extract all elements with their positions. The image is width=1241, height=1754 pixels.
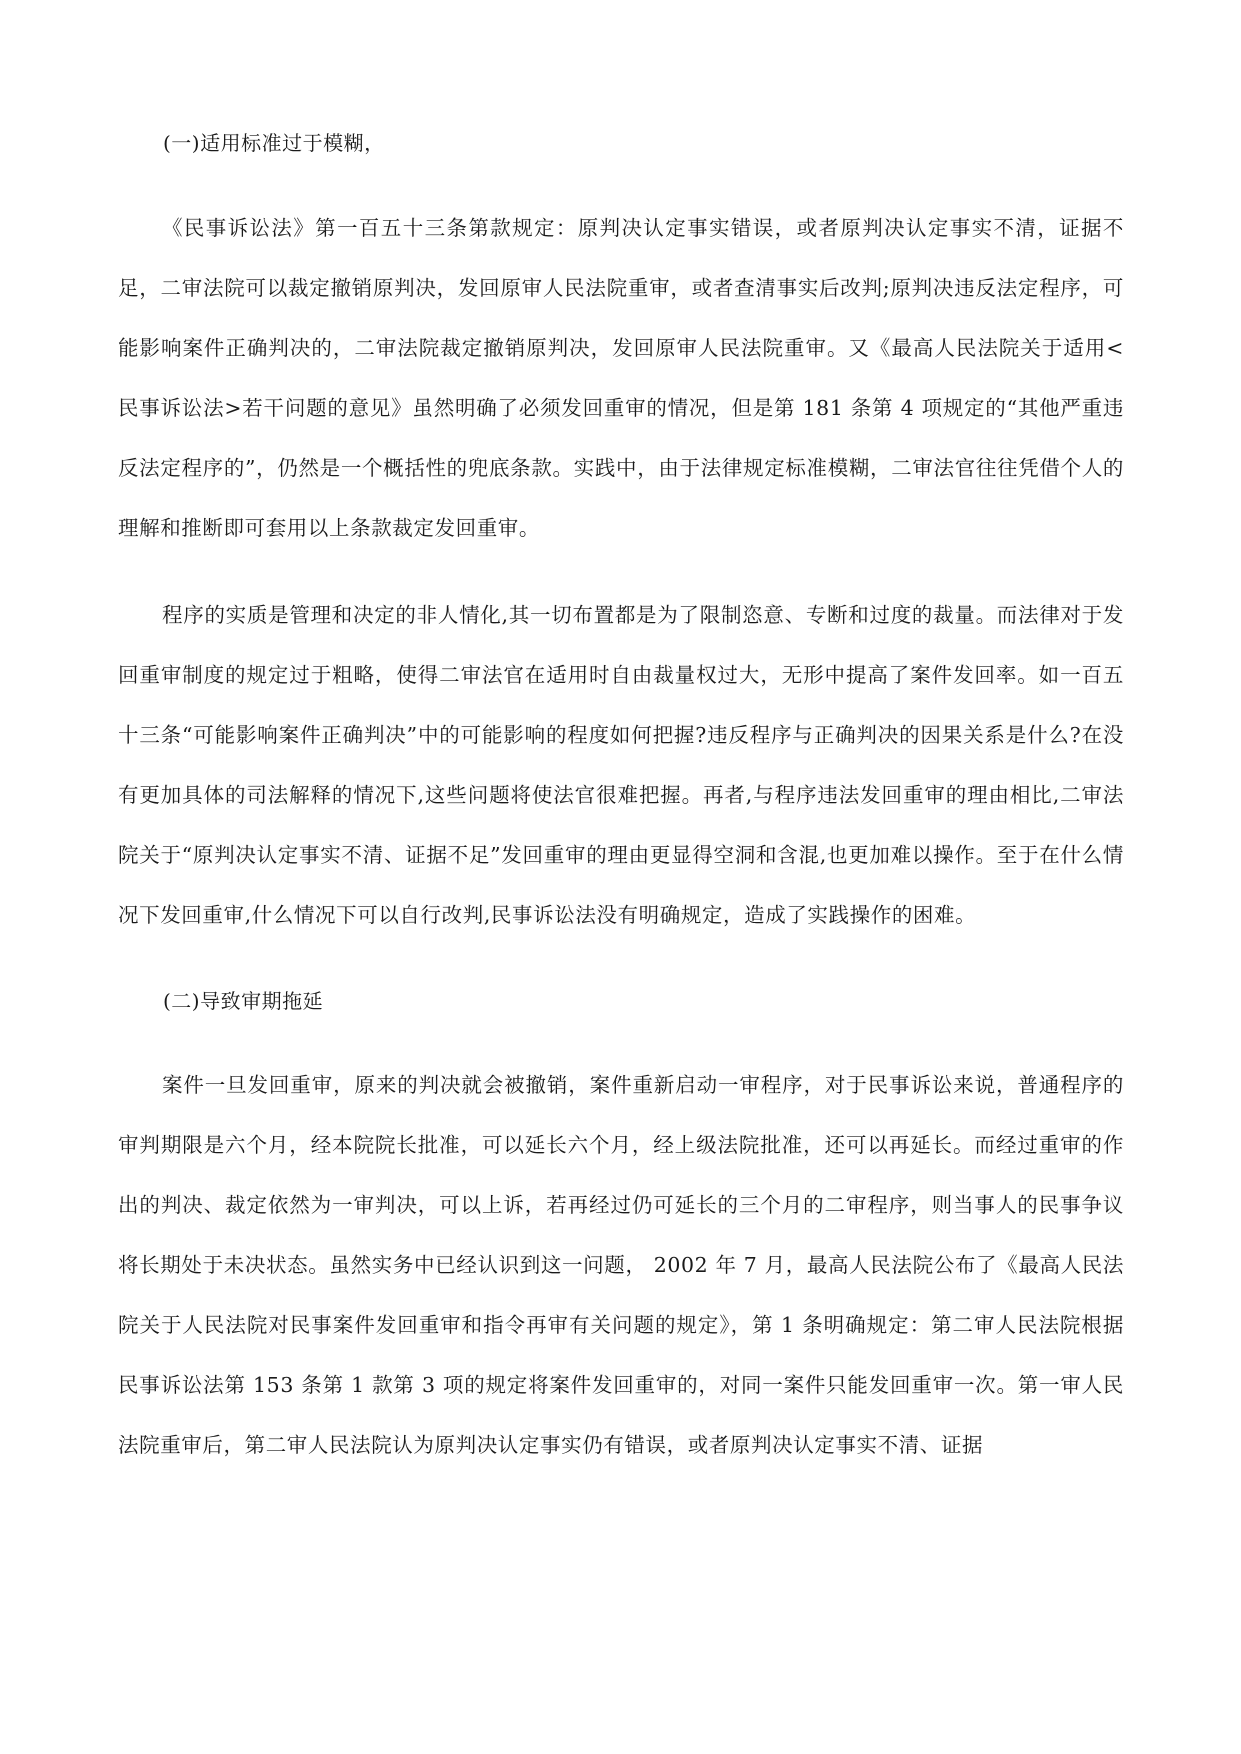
paragraph-2: 程序的实质是管理和决定的非人情化,其一切布置都是为了限制恣意、专断和过度的裁量。而法律对于发回重审制度的规定过于粗略，使得二审法官在适用时自由裁量权过大，无形中提高了案件发回率。如一百五十三条“可能影响案件正确判决”中的可能影响的程度如何把握?违反程序与正确判决的因果关系是什么?在没有更加具体的司法解释的情况下,这些问题将使法官很难把握。再者,与程序违法发回重审的理由相比,二审法院关于“原判决认定事实不清、证据不足”发回重审的理由更显得空洞和含混,也更加难以操作。至于在什么情况下发回重审,什么情况下可以自行改判,民事诉讼法没有明确规定，造成了实践操作的困难。 — [118, 603, 1124, 927]
section-heading-2: (二)导致审期拖延 — [163, 989, 324, 1013]
paragraph-1: 《民事诉讼法》第一百五十三条第款规定：原判决认定事实错误，或者原判决认定事实不清，证据不足，二审法院可以裁定撤销原判决，发回原审人民法院重审，或者查清事实后改判;原判决违反法定程序，可能影响案件正确判决的，二审法院裁定撤销原判决，发回原审人民法院重审。又《最高人民法院关于适用<民事诉讼法>若干问题的意见》虽然明确了必须发回重审的情况，但是第 181 条第 4 项规定的“其他严重违反法定程序的”，仍然是一个概括性的兜底条款。实践中，由于法律规定标准模糊，二审法官往往凭借个人的理解和推断即可套用以上条款裁定发回重审。 — [118, 216, 1124, 540]
section-heading-1: (一)适用标准过于模糊， — [163, 131, 385, 155]
paragraph-3: 案件一旦发回重审，原来的判决就会被撤销，案件重新启动一审程序，对于民事诉讼来说，普通程序的审判期限是六个月，经本院院长批准，可以延长六个月，经上级法院批准，还可以再延长。而经过重审的作出的判决、裁定依然为一审判决，可以上诉，若再经过仍可延长的三个月的二审程序，则当事人的民事争议将长期处于未决状态。虽然实务中已经认识到这一问题， 2002 年 7 月，最高人民法院公布了《最高人民法院关于人民法院对民事案件发回重审和指令再审有关问题的规定》，第 1 条明确规定：第二审人民法院根据民事诉讼法第 153 条第 1 款第 3 项的规定将案件发回重审的，对同一案件只能发回重审一次。第一审人民法院重审后，第二审人民法院认为原判决认定事实仍有错误，或者原判决认定事实不清、证据 — [118, 1073, 1124, 1457]
